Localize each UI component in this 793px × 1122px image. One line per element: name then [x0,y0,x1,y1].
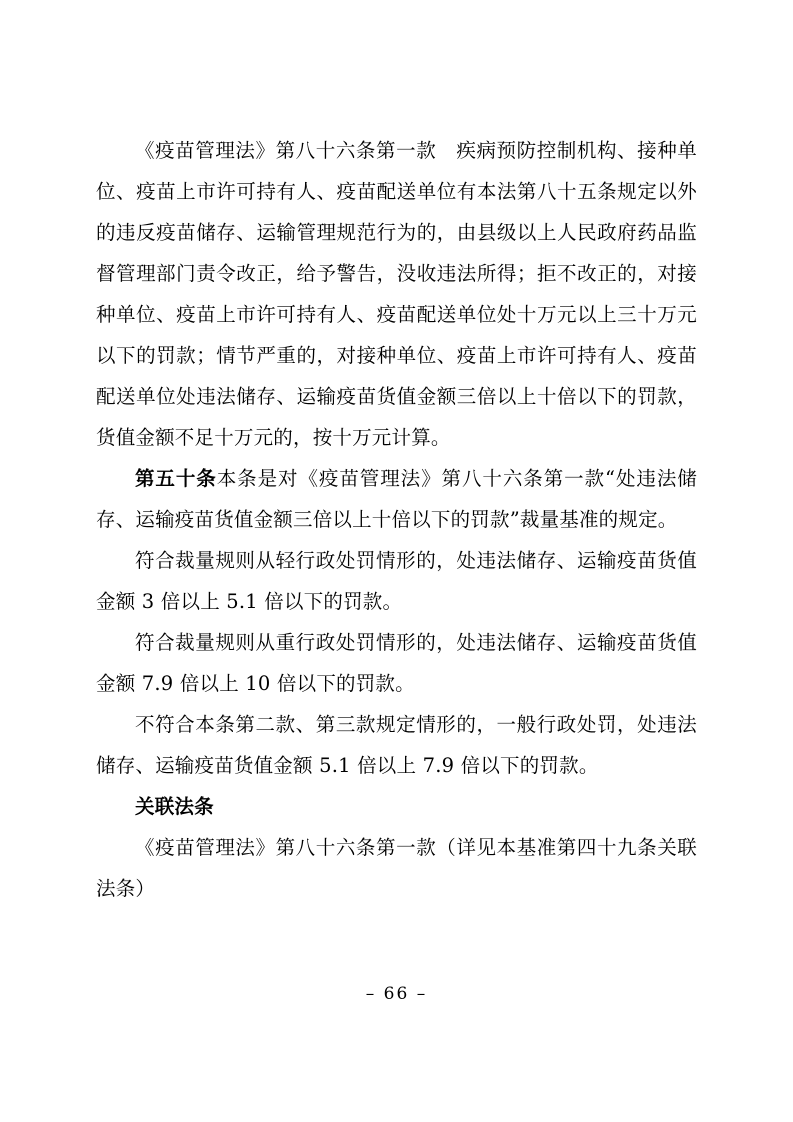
paragraph-quoted-law: 《疫苗管理法》第八十六条第一款 疾病预防控制机构、接种单位、疫苗上市许可持有人、疫苗配送单位有本法第八十五条规定以外的违反疫苗储存、运输管理规范行为的，由县级以上人民政府药品监督管理部门责令改正，给予警告，没收违法所得；拒不改正的，对接种单位、疫苗上市许可持有人、疫苗配送单位处十万元以上三十万元以下的罚款；情节严重的，对接种单位、疫苗上市许可持有人、疫苗配送单位处违法储存、运输疫苗货值金额三倍以上十倍以下的罚款，货值金额不足十万元的，按十万元计算。 [96,139,697,449]
related-law-text: 《疫苗管理法》第八十六条第一款（详见本基准第四十九条关联法条） [96,836,697,900]
document-body [96,130,697,909]
article-fifty-text: 本条是对《疫苗管理法》第八十六条第一款“处违法储存、运输疫苗货值金额三倍以上十倍以下的罚款”裁量基准的规定。 [96,467,697,531]
paragraph-article-fifty [96,458,697,540]
paragraph-severe-penalty: 符合裁量规则从重行政处罚情形的，处违法储存、运输疫苗货值金额 7.9 倍以上 10 倍以下的罚款。 [96,631,697,695]
paragraph-lenient-penalty: 符合裁量规则从轻行政处罚情形的，处违法储存、运输疫苗货值金额 3 倍以上 5.1 倍以下的罚款。 [96,549,697,613]
paragraph-general-penalty: 不符合本条第二款、第三款规定情形的，一般行政处罚，处违法储存、运输疫苗货值金额 5.1 倍以上 7.9 倍以下的罚款。 [96,713,697,777]
page-number-footer: – 66 – [365,984,428,1004]
article-number-label: 第五十条 [135,467,217,490]
related-law-heading: 关联法条 [135,795,214,818]
